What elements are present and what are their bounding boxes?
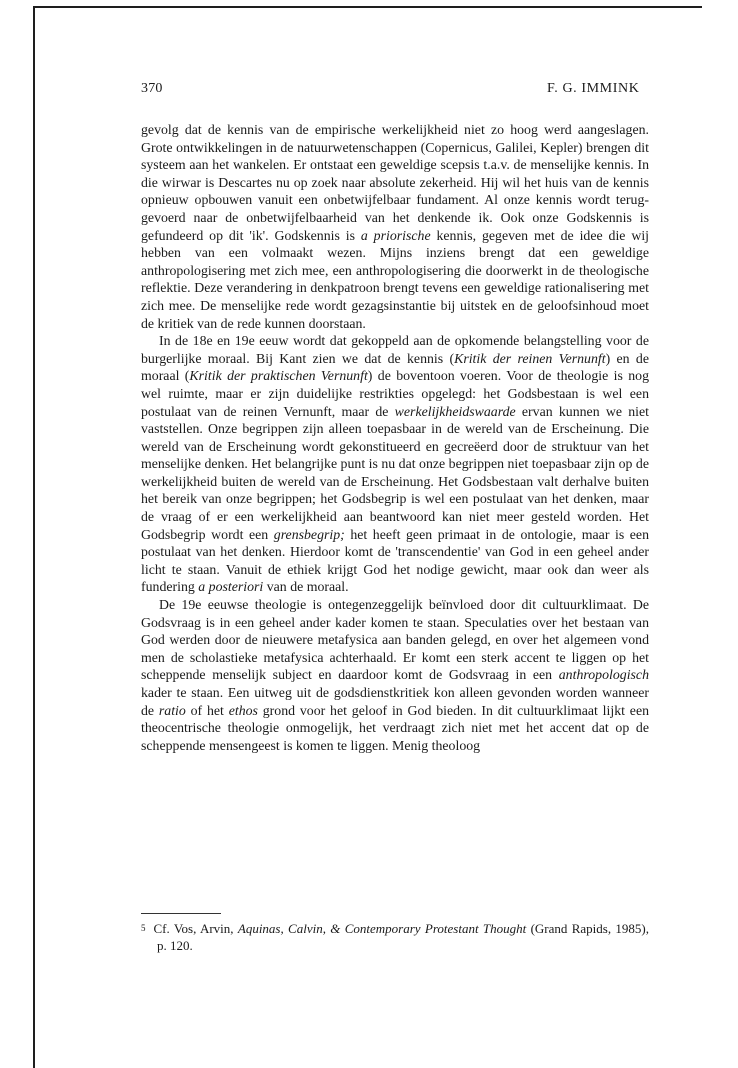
italic-text: Kritik der praktischen Vernunft <box>189 368 368 384</box>
page-left-border <box>33 6 35 1068</box>
text-run: ) en de moraal ( <box>141 350 649 384</box>
body-text <box>141 121 649 754</box>
italic-text: a posteriori <box>198 579 264 595</box>
text-run: grond voor het geloof in God bieden. In dit cultuurklimaat lijkt een theocentrische theologie onmogelijk, het verdraagt zich niet met het accent dat op de scheppende mensengeest is komen te liggen. Menig theoloog <box>141 702 650 753</box>
footnote-marker: 5 <box>141 923 146 933</box>
text-run: kennis, gegeven met de idee die wij hebben van een volmaakt wezen. Mijns inziens brengt dat een geweldige anthropologisering met zich mee, een anthropologisering die doorwerkt in de theologische reflektie. Deze verandering in denkpatroon brengt tevens een geweldige rationalisering met zich mee. De menselijke rede wordt gezagsinstantie bij uitstek en de geloofsinhoud moet de kritiek van de rede kunnen doorstaan. <box>141 227 650 331</box>
text-run: kader te staan. Een uitweg uit de godsdienstkritiek kon alleen gevonden worden wanneer de <box>141 685 649 718</box>
footnote-text <box>154 921 649 953</box>
italic-text: anthropologisch <box>558 667 649 683</box>
italic-text: werkelijkheidswaarde <box>394 403 516 419</box>
text-run: gevolg dat de kennis van de empirische werkelijkheid niet zo hoog werd aangeslagen. Grote ontwikkelingen in de natuurwetenschappen (Copernicus, Galilei, Kepler) brengen dit systeem aan het wankelen. Er ontstaat een geweldige scepsis t.a.v. de menselijke kennis. In die wirwar is Descartes nu op zoek naar absolute zekerheid. Hij wil het huis van de kennis opnieuw opbouwen vanuit een onbetwijfelbaar fundament. Al onze kennis wordt teruggevoerd naar de onbetwijfelbaarheid van het denkende ik. Ook onze Godskennis is gefundeerd op dit 'ik'. Godskennis is <box>141 122 649 243</box>
running-head-author: F. G. IMMINK <box>547 81 640 96</box>
italic-text: ratio <box>158 702 186 718</box>
italic-text: Aquinas, Calvin, & Contemporary Protestant Thought <box>237 921 527 936</box>
text-run: van de moraal. <box>263 579 349 595</box>
page-top-border <box>34 6 702 8</box>
footnote <box>141 920 649 954</box>
text-run: De 19e eeuwse theologie is ontegenzeggelijk beïnvloed door dit cultuurklimaat. De Godsvraag is in een geheel ander kader komen te staan. Speculaties over het bestaan van God werden door de nieuwere metafysica aan banden gelegd, en over het algemeen vond men de scholastieke metafysica achterhaald. Er komt een sterk accent te liggen op het scheppende menselijk subject en daardoor komt de Godsvraag in een <box>141 597 649 683</box>
text-run: ervan kunnen we niet vaststellen. Onze begrippen zijn alleen toepasbaar in de wereld van de Erscheinung. Die wereld van de Erscheinung wordt gekonstitueerd en gecreëerd door de struktuur van het menselijke denken. Het belangrijke punt is nu dat onze begrippen niet toepasbaar zijn op de werkelijkheid buiten de wereld van de Erscheinung. Het Godsbestaan valt derhalve buiten het bereik van onze begrippen; het Godsbegrip is wel een postulaat van het denken, maar de vraag of er een werkelijkheid aan beantwoord kan niet meer gesteld worden. Het Godsbegrip wordt een <box>141 403 649 542</box>
text-run: In de 18e en 19e eeuw wordt dat gekoppeld aan de opkomende belangstelling voor de burgerlijke moraal. Bij Kant zien we dat de kennis ( <box>141 333 649 366</box>
text-run: Cf. Vos, Arvin, <box>153 921 238 936</box>
text-run: (Grand Rapids, 1985), p. 120. <box>157 921 649 953</box>
italic-text: ethos <box>228 702 258 718</box>
text-run: of het <box>185 702 229 718</box>
paragraph-3 <box>141 596 649 754</box>
paragraph-2 <box>141 332 649 596</box>
page-number: 370 <box>141 81 163 96</box>
italic-text: grensbegrip; <box>273 526 345 542</box>
italic-text: a priorische <box>360 227 431 243</box>
footnote-divider <box>141 913 221 914</box>
paragraph-1 <box>141 121 649 332</box>
italic-text: Kritik der reinen Vernunft <box>454 350 606 366</box>
text-run: ) de boventoon voeren. Voor de theologie is nog wel ruimte, maar er zijn duidelijke restrikties opgelegd: het Godsbestaan is wel een postulaat van de reinen Vernunft, maar de <box>141 368 649 419</box>
text-run: het heeft geen primaat in de ontologie, maar is een postulaat van het denken. Hierdoor komt de 'transcendentie' van God in een geheel ander licht te staan. Vanuit de ethiek krijgt God het nodige gewicht, maar ook dan weer als fundering <box>141 526 649 595</box>
